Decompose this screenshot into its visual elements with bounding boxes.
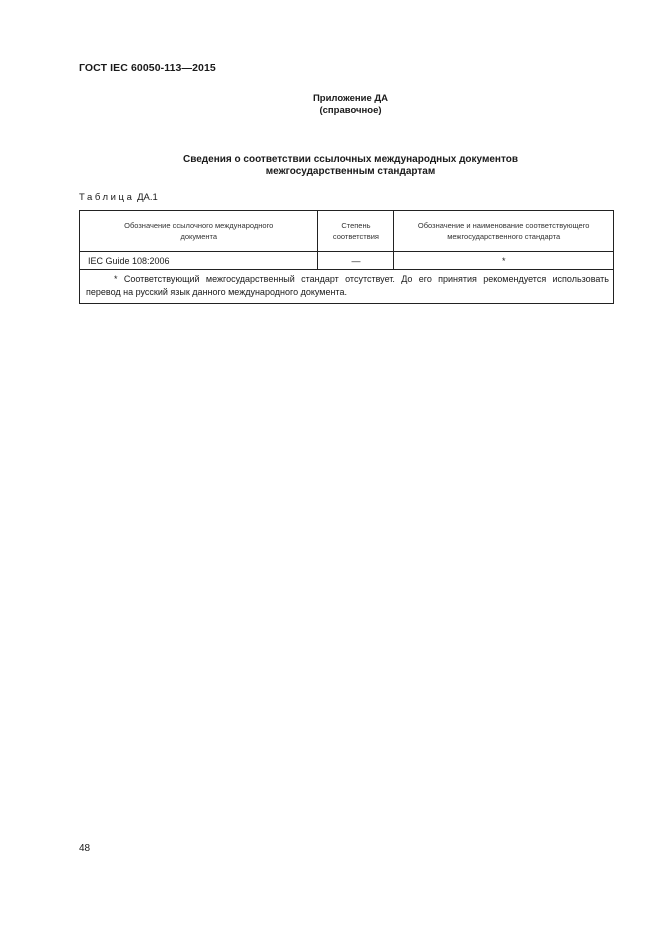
annex-title: Приложение ДА [312, 93, 389, 104]
document-code: ГОСТ IEC 60050-113—2015 [79, 62, 216, 74]
table-header-row [80, 211, 614, 252]
column-header-line: Обозначение ссылочного международного [124, 221, 274, 230]
column-header-line: соответствия [332, 232, 379, 241]
table-caption-number: ДА.1 [137, 192, 158, 203]
column-header-line: Степень [341, 221, 371, 230]
column-header-international-document [80, 211, 318, 252]
table-footnote-row [80, 270, 614, 304]
column-header-conformity-degree [318, 211, 394, 252]
table-caption-word: Таблица [79, 192, 135, 203]
cell-international-document: IEC Guide 108:2006 [80, 252, 318, 270]
correspondence-table [79, 210, 614, 304]
column-header-interstate-standard [394, 211, 614, 252]
cell-conformity-degree: — [318, 252, 394, 270]
column-header-line: документа [180, 232, 218, 241]
table-footnote-cell [80, 270, 614, 304]
table-footnote: * Соответствующий межгосударственный стандарт отсутствует. До его принятия рекомендуется использовать перевод на русский язык данного международного документа. [86, 274, 609, 297]
column-header-line: Обозначение и наименование соответствующего [417, 221, 590, 230]
cell-interstate-standard: * [394, 252, 614, 270]
section-heading-line-1: Сведения о соответствии ссылочных международных документов [183, 154, 518, 165]
page-number: 48 [79, 843, 91, 854]
table-caption [79, 192, 158, 203]
table-row [80, 252, 614, 270]
section-heading-line-2: межгосударственным стандартам [265, 166, 436, 177]
column-header-line: межгосударственного стандарта [447, 232, 561, 241]
annex-kind: (справочное) [319, 105, 382, 116]
